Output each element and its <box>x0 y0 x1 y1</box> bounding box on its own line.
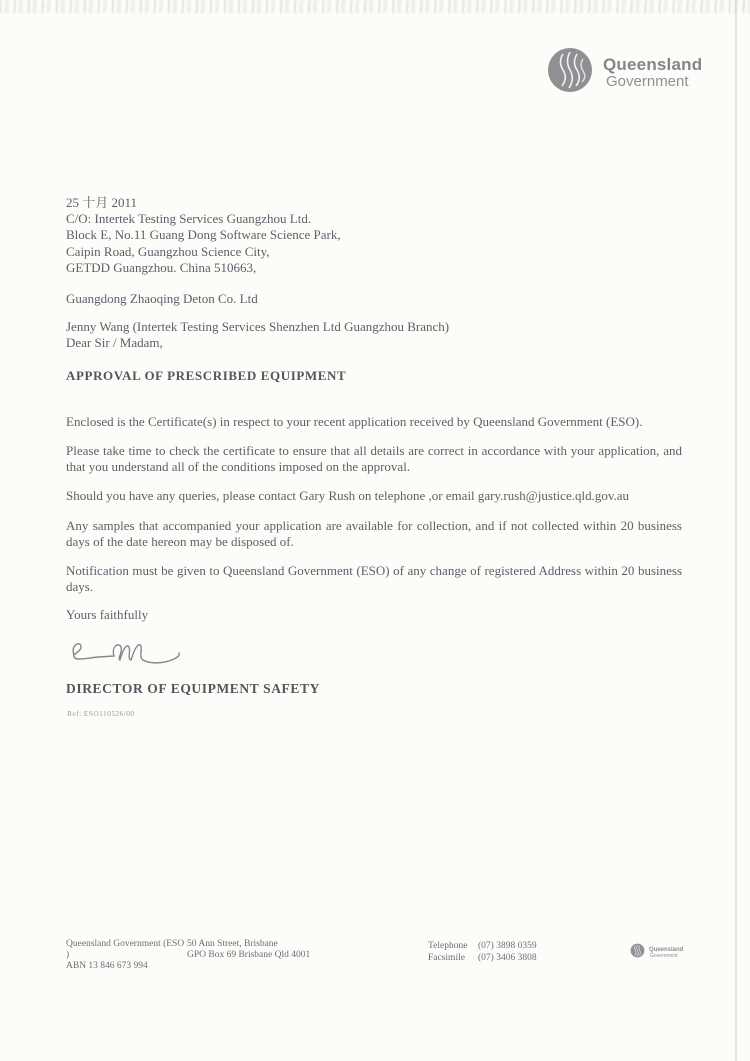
telephone-label: Telephone <box>428 941 468 951</box>
logo-word-government: Government <box>606 72 689 90</box>
facsimile-label: Facsimile <box>428 952 465 963</box>
signatory-title: DIRECTOR OF EQUIPMENT SAFETY <box>66 681 320 696</box>
logo-word-queensland: Queensland <box>603 54 703 74</box>
signature-image <box>66 633 196 678</box>
company-name: Guangdong Zhaoqing Deton Co. Ltd <box>66 291 258 307</box>
qld-government-emblem-icon <box>546 46 594 99</box>
attention-line: Jenny Wang (Intertek Testing Services Shenzhen Ltd Guangzhou Branch) <box>66 319 450 335</box>
letter-date: 25 十月 2011 <box>66 195 138 210</box>
footer-po-box: GPO Box 69 Brisbane Qld 4001 <box>187 950 311 960</box>
footer-org-name: Queensland Government (ESO <box>66 939 185 949</box>
footer-abn: ABN 13 846 673 994 <box>66 961 148 971</box>
address-line: GETDD Guangzhou. China 510663, <box>66 259 257 275</box>
address-line: Caipin Road, Guangzhou Science City, <box>66 243 270 259</box>
subject-heading: APPROVAL OF PRESCRIBED EQUIPMENT <box>66 367 347 383</box>
paragraph: Please take time to check the certificate to ensure that all details are correct in accordance with your application, and that you understand all of the conditions imposed on the approval. <box>66 443 682 475</box>
qld-government-logo-text <box>603 56 702 90</box>
paragraph: Enclosed is the Certificate(s) in respect to your recent application received by Queensland Government (ESO). <box>66 413 643 429</box>
footer-logo-word-government: Government <box>650 952 678 959</box>
footer-logo-word-queensland: Queensland <box>649 946 684 953</box>
address-line: C/O: Intertek Testing Services Guangzhou Ltd. <box>66 211 312 227</box>
footer-qld-government-logo <box>630 943 683 963</box>
reference-number: Ref: ESO110526/00 <box>67 709 135 718</box>
address-line: Block E, No.11 Guang Dong Software Science Park, <box>66 227 341 243</box>
closing-line: Yours faithfully <box>66 607 149 623</box>
paragraph: Should you have any queries, please contact Gary Rush on telephone ,or email gary.rush@justice.qld.gov.au <box>66 488 629 504</box>
footer-org-name-cont: ) <box>66 950 70 960</box>
footer-address-block <box>66 939 310 972</box>
scan-edge-line <box>735 0 737 1061</box>
salutation: Dear Sir / Madam, <box>66 335 163 351</box>
telephone-number: (07) 3898 0359 <box>478 941 537 951</box>
footer-qld-government-emblem-icon <box>630 943 645 963</box>
facsimile-number: (07) 3406 3808 <box>478 952 537 963</box>
letter-body <box>66 195 682 624</box>
qld-government-logo <box>546 46 702 99</box>
footer-contact-block <box>428 941 537 964</box>
paragraph: Any samples that accompanied your application are available for collection, and if not collected within 20 business days of the date hereon may be disposed of. <box>66 517 682 549</box>
scan-noise-band <box>0 0 750 13</box>
footer-logo-text <box>649 947 683 959</box>
paragraph: Notification must be given to Queensland Government (ESO) of any change of registered Address within 20 business days. <box>66 563 682 595</box>
footer-street-address: 50 Ann Street, Brisbane <box>187 939 278 949</box>
